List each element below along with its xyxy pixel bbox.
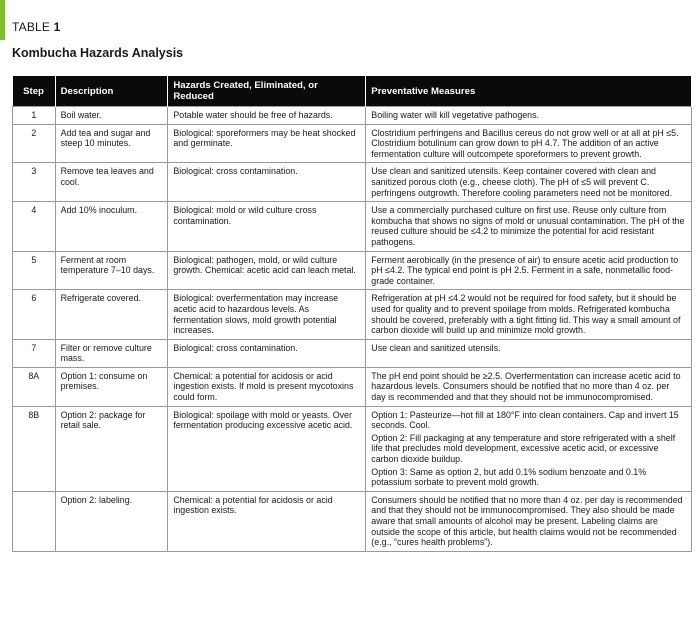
- cell-measures: [366, 163, 692, 202]
- table-header-row: [13, 76, 692, 107]
- cell-description: Boil water.: [55, 107, 168, 125]
- table-row: [13, 406, 692, 491]
- table-row: [13, 367, 692, 406]
- cell-description: Refrigerate covered.: [55, 290, 168, 339]
- table-label: [12, 20, 61, 34]
- cell-description: Option 2: labeling.: [55, 491, 168, 551]
- measure-text: Ferment aerobically (in the presence of air) to ensure acetic acid production to pH ≤4.2. The typical end point is pH 2.5. Ferment in a safe, nonmetallic food-grade container.: [371, 254, 679, 286]
- cell-step: 4: [13, 202, 56, 251]
- table-row: [13, 339, 692, 367]
- measure-text: Use a commercially purchased culture on first use. Reuse only culture from kombucha that shows no signs of mold or unusual contamination. The pH of the reused culture should be ≤4.2 to minimize the potential for acid resistant pathogens.: [371, 205, 685, 247]
- cell-step: 7: [13, 339, 56, 367]
- cell-measures: [366, 491, 692, 551]
- cell-step: 3: [13, 163, 56, 202]
- cell-hazards: Biological: cross contamination.: [168, 339, 366, 367]
- cell-description: Option 2: package for retail sale.: [55, 406, 168, 491]
- cell-hazards: Biological: mold or wild culture cross contamination.: [168, 202, 366, 251]
- measure-text: Use clean and sanitized utensils. Keep container covered with clean and sanitized porous cloth (e.g., cheese cloth). The pH of ≤5 will prevent C. perfringens outgrowth. Therefore cooling parameters need not be monitored.: [371, 166, 673, 198]
- measure-text: Consumers should be notified that no more than 4 oz. per day is recommended and that they should not be immunocompromised. They also should be made aware that small amounts of alcohol may be present. Labeling claims are outside the scope of this article, but health claims would not be recommended (e.g., “cures health problems”).: [371, 494, 683, 548]
- cell-step: [13, 491, 56, 551]
- cell-hazards: Potable water should be free of hazards.: [168, 107, 366, 125]
- column-header-measures: Preventative Measures: [366, 76, 692, 107]
- measure-text: Refrigeration at pH ≤4.2 would not be required for food safety, but it should be used for quality and to prevent spoilage from molds. Refrigerated kombucha should be covered, preferably with a tight fitting lid. This way a small amount of carbon dioxide will build up and minimize mold growth.: [371, 293, 681, 336]
- hazards-table: [12, 76, 692, 552]
- column-header-step: Step: [13, 76, 56, 107]
- measure-text: Use clean and sanitized utensils.: [371, 342, 501, 353]
- cell-hazards: Biological: sporeformers may be heat shocked and germinate.: [168, 124, 366, 163]
- table-row: [13, 251, 692, 290]
- cell-description: Remove tea leaves and cool.: [55, 163, 168, 202]
- table-body: [13, 107, 692, 552]
- cell-description: Option 1: consume on premises.: [55, 367, 168, 406]
- cell-step: 5: [13, 251, 56, 290]
- table-row: [13, 290, 692, 339]
- column-header-hazards: Hazards Created, Eliminated, or Reduced: [168, 76, 366, 107]
- measure-text: The pH end point should be ≥2.5. Overfermentation can increase acetic acid to hazardous levels. Consumers should be notified that no more than 4 oz. per day is recommended and that they should not be immunocompromised.: [371, 370, 681, 403]
- table-row: [13, 202, 692, 251]
- cell-step: 6: [13, 290, 56, 339]
- table-title: Kombucha Hazards Analysis: [12, 46, 184, 60]
- measure-text: Option 2: Fill packaging at any temperature and store refrigerated with a shelf life that precludes mold development, excessive acetic acid, or excessive carbon dioxide buildup.: [371, 432, 676, 465]
- cell-step: 2: [13, 124, 56, 163]
- cell-measures: [366, 339, 692, 367]
- cell-hazards: Biological: pathogen, mold, or wild culture growth. Chemical: acetic acid can leach metal.: [168, 251, 366, 290]
- measure-text: Boiling water will kill vegetative pathogens.: [371, 110, 540, 120]
- cell-hazards: Biological: cross contamination.: [168, 163, 366, 202]
- table-row: [13, 107, 692, 125]
- cell-measures: [366, 124, 692, 163]
- table-row: [13, 124, 692, 163]
- cell-description: Ferment at room temperature 7–10 days.: [55, 251, 168, 290]
- measure-text: Option 1: Pasteurize—hot fill at 180°F into clean containers. Cap and invert 15 seconds. Cool.: [371, 409, 679, 431]
- cell-measures: [366, 367, 692, 406]
- cell-description: Add tea and sugar and steep 10 minutes.: [55, 124, 168, 163]
- table-label-prefix: TABLE: [12, 20, 51, 34]
- cell-hazards: Chemical: a potential for acidosis or acid ingestion exists.: [168, 491, 366, 551]
- cell-hazards: Biological: spoilage with mold or yeasts. Over fermentation producing excessive acetic acid.: [168, 406, 366, 491]
- cell-step: 8A: [13, 367, 56, 406]
- cell-step: 1: [13, 107, 56, 125]
- table-row: [13, 163, 692, 202]
- cell-measures: [366, 290, 692, 339]
- cell-hazards: Biological: overfermentation may increase acetic acid to hazardous levels. As fermentation slows, mold growth potential increases.: [168, 290, 366, 339]
- cell-description: Add 10% inoculum.: [55, 202, 168, 251]
- measure-text: Option 3: Same as option 2, but add 0.1% sodium benzoate and 0.1% potassium sorbate to prevent mold growth.: [371, 466, 647, 488]
- cell-measures: [366, 202, 692, 251]
- cell-measures: [366, 251, 692, 290]
- cell-step: 8B: [13, 406, 56, 491]
- cell-description: Filter or remove culture mass.: [55, 339, 168, 367]
- column-header-description: Description: [55, 76, 168, 107]
- cell-measures: [366, 406, 692, 491]
- table-row: [13, 491, 692, 551]
- cell-hazards: Chemical: a potential for acidosis or acid ingestion exists. If mold is present mycotoxins could form.: [168, 367, 366, 406]
- measure-text: Clostridium perfringens and Bacillus cereus do not grow well or at all at pH ≤5. Clostridium botulinum can grow down to pH 4.7. The addition of an active fermentation culture will outcompete sporeformers to prevent growth.: [371, 127, 679, 159]
- cell-measures: [366, 107, 692, 125]
- table-label-number: 1: [53, 20, 61, 34]
- accent-bar: [0, 0, 5, 40]
